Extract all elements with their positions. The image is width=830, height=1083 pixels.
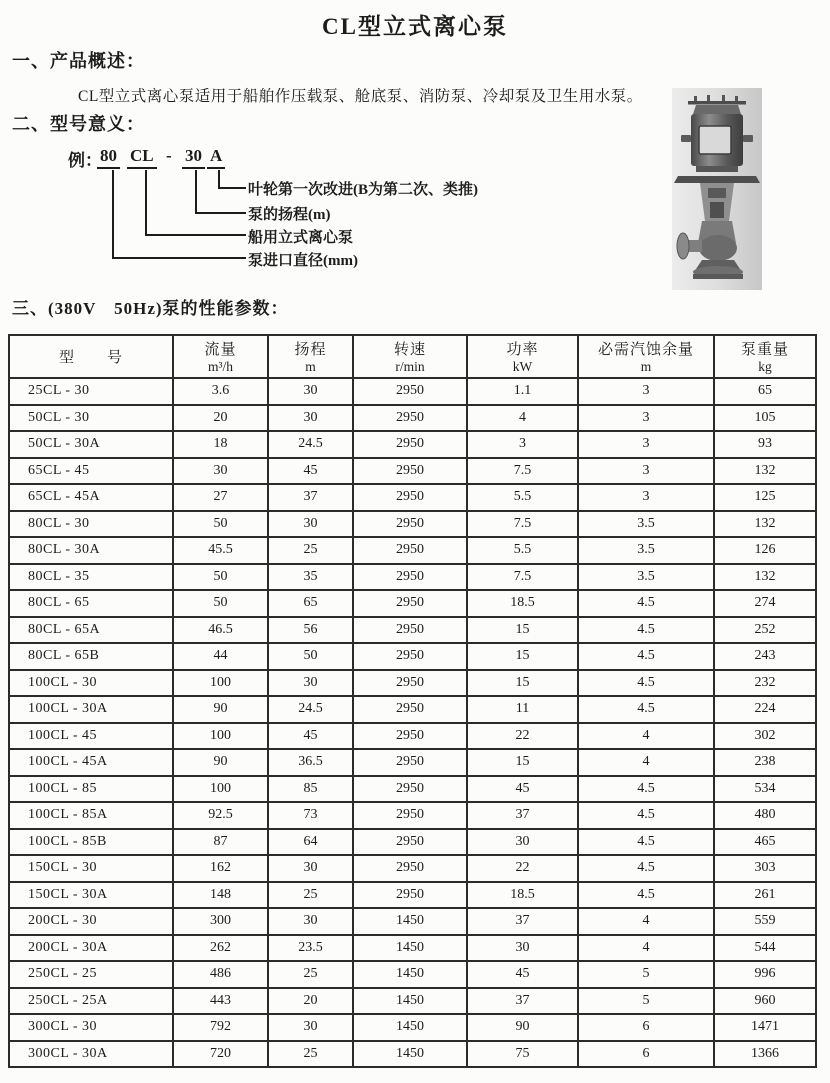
value-cell: 45 (467, 961, 578, 988)
value-cell: 27 (173, 484, 268, 511)
model-cell: 300CL - 30A (9, 1041, 173, 1068)
value-cell: 6 (578, 1014, 714, 1041)
value-cell: 3 (467, 431, 578, 458)
value-cell: 486 (173, 961, 268, 988)
value-cell: 30 (268, 511, 353, 538)
header-label: 必需汽蚀余量 (597, 342, 694, 358)
section-model-heading: 二、型号意义： (12, 114, 145, 134)
table-body (9, 378, 816, 1067)
value-cell: 1.1 (467, 378, 578, 405)
model-cell: 100CL - 85B (9, 829, 173, 856)
model-cell: 80CL - 35 (9, 564, 173, 591)
value-cell: 4 (578, 935, 714, 962)
value-cell: 20 (173, 405, 268, 432)
value-cell: 87 (173, 829, 268, 856)
header-label: 流量 (204, 342, 237, 358)
callout-pump-type: 船用立式离心泵 (248, 230, 354, 246)
value-cell: 534 (714, 776, 816, 803)
model-cell: 150CL - 30 (9, 855, 173, 882)
col-header-npsh (578, 335, 714, 378)
value-cell: 2950 (353, 882, 467, 909)
value-cell: 2950 (353, 776, 467, 803)
value-cell: 85 (268, 776, 353, 803)
value-cell: 100 (173, 670, 268, 697)
value-cell: 30 (467, 935, 578, 962)
value-cell: 2950 (353, 511, 467, 538)
value-cell: 443 (173, 988, 268, 1015)
value-cell: 148 (173, 882, 268, 909)
value-cell: 2950 (353, 458, 467, 485)
value-cell: 480 (714, 802, 816, 829)
value-cell: 3 (578, 431, 714, 458)
section-overview-body: CL型立式离心泵适用于船舶作压载泵、舱底泵、消防泵、冷却泵及卫生用水泵。 (78, 88, 643, 105)
value-cell: 30 (268, 908, 353, 935)
value-cell: 2950 (353, 696, 467, 723)
model-cell: 100CL - 30A (9, 696, 173, 723)
value-cell: 960 (714, 988, 816, 1015)
value-cell: 6 (578, 1041, 714, 1068)
model-cell: 100CL - 85A (9, 802, 173, 829)
model-cell: 300CL - 30 (9, 1014, 173, 1041)
table-row (9, 537, 816, 564)
model-part-inlet: 80 (97, 146, 120, 169)
suction-flange (677, 233, 689, 259)
value-cell: 90 (467, 1014, 578, 1041)
value-cell: 4 (578, 749, 714, 776)
model-cell: 65CL - 45 (9, 458, 173, 485)
value-cell: 18.5 (467, 882, 578, 909)
table-row (9, 431, 816, 458)
col-header-flow (173, 335, 268, 378)
table-row (9, 696, 816, 723)
value-cell: 262 (173, 935, 268, 962)
header-label: 型 号 (58, 350, 123, 366)
value-cell: 252 (714, 617, 816, 644)
value-cell: 15 (467, 670, 578, 697)
value-cell: 3 (578, 405, 714, 432)
value-cell: 132 (714, 458, 816, 485)
header-unit: kW (512, 359, 533, 374)
model-cell: 200CL - 30A (9, 935, 173, 962)
value-cell: 126 (714, 537, 816, 564)
value-cell: 1450 (353, 1041, 467, 1068)
value-cell: 2950 (353, 564, 467, 591)
nameplate (699, 126, 731, 154)
value-cell: 23.5 (268, 935, 353, 962)
col-header-head (268, 335, 353, 378)
value-cell: 300 (173, 908, 268, 935)
value-cell: 4.5 (578, 776, 714, 803)
page-title: CL型立式离心泵 (322, 14, 508, 39)
performance-table (8, 334, 817, 1068)
value-cell: 37 (268, 484, 353, 511)
value-cell: 65 (714, 378, 816, 405)
table-row (9, 564, 816, 591)
value-cell: 22 (467, 723, 578, 750)
value-cell: 50 (268, 643, 353, 670)
value-cell: 1450 (353, 1014, 467, 1041)
table-row (9, 829, 816, 856)
value-cell: 30 (268, 1014, 353, 1041)
table-row (9, 961, 816, 988)
value-cell: 132 (714, 511, 816, 538)
table-row (9, 802, 816, 829)
value-cell: 45 (268, 458, 353, 485)
value-cell: 35 (268, 564, 353, 591)
value-cell: 224 (714, 696, 816, 723)
value-cell: 4.5 (578, 882, 714, 909)
value-cell: 30 (268, 378, 353, 405)
value-cell: 64 (268, 829, 353, 856)
model-cell: 100CL - 85 (9, 776, 173, 803)
value-cell: 2950 (353, 590, 467, 617)
value-cell: 3 (578, 378, 714, 405)
value-cell: 90 (173, 696, 268, 723)
value-cell: 3 (578, 458, 714, 485)
value-cell: 100 (173, 723, 268, 750)
value-cell: 15 (467, 617, 578, 644)
value-cell: 7.5 (467, 511, 578, 538)
value-cell: 3.6 (173, 378, 268, 405)
value-cell: 22 (467, 855, 578, 882)
header-unit: m (305, 359, 316, 374)
value-cell: 50 (173, 590, 268, 617)
model-cell: 65CL - 45A (9, 484, 173, 511)
value-cell: 24.5 (268, 431, 353, 458)
table-row (9, 378, 816, 405)
value-cell: 1450 (353, 988, 467, 1015)
model-cell: 100CL - 45 (9, 723, 173, 750)
value-cell: 5 (578, 988, 714, 1015)
model-part-head: 30 (182, 146, 205, 169)
value-cell: 45 (467, 776, 578, 803)
value-cell: 4.5 (578, 829, 714, 856)
value-cell: 15 (467, 643, 578, 670)
col-header-weight (714, 335, 816, 378)
table-row (9, 617, 816, 644)
value-cell: 303 (714, 855, 816, 882)
value-cell: 4 (467, 405, 578, 432)
value-cell: 105 (714, 405, 816, 432)
value-cell: 4 (578, 908, 714, 935)
value-cell: 125 (714, 484, 816, 511)
value-cell: 559 (714, 908, 816, 935)
model-cell: 200CL - 30 (9, 908, 173, 935)
value-cell: 4.5 (578, 643, 714, 670)
base-flange (693, 274, 743, 279)
table-row (9, 935, 816, 962)
value-cell: 3.5 (578, 511, 714, 538)
value-cell: 100 (173, 776, 268, 803)
value-cell: 4.5 (578, 855, 714, 882)
value-cell: 261 (714, 882, 816, 909)
value-cell: 1450 (353, 935, 467, 962)
model-cell: 250CL - 25 (9, 961, 173, 988)
value-cell: 73 (268, 802, 353, 829)
table-row (9, 749, 816, 776)
table-row (9, 484, 816, 511)
value-cell: 2950 (353, 617, 467, 644)
value-cell: 1471 (714, 1014, 816, 1041)
value-cell: 50 (173, 564, 268, 591)
section-overview-heading: 一、产品概述： (12, 51, 145, 71)
pump-photo (672, 88, 762, 290)
value-cell: 2950 (353, 749, 467, 776)
value-cell: 7.5 (467, 458, 578, 485)
value-cell: 2950 (353, 723, 467, 750)
value-cell: 30 (268, 405, 353, 432)
value-cell: 25 (268, 1041, 353, 1068)
header-unit: m³/h (207, 359, 234, 374)
section-performance-heading: 三、(380V 50Hz)泵的性能参数： (12, 299, 289, 318)
value-cell: 996 (714, 961, 816, 988)
callout-impeller-revision: 叶轮第一次改进(B为第二次、类推) (248, 182, 478, 198)
value-cell: 2950 (353, 431, 467, 458)
model-cell: 250CL - 25A (9, 988, 173, 1015)
model-cell: 50CL - 30A (9, 431, 173, 458)
table-row (9, 855, 816, 882)
value-cell: 4.5 (578, 670, 714, 697)
model-cell: 80CL - 65A (9, 617, 173, 644)
value-cell: 2950 (353, 643, 467, 670)
pump-volute (699, 235, 737, 261)
header-unit: kg (758, 359, 772, 374)
table-row (9, 882, 816, 909)
table-header-row (9, 335, 816, 378)
value-cell: 5 (578, 961, 714, 988)
value-cell: 274 (714, 590, 816, 617)
value-cell: 3.5 (578, 564, 714, 591)
value-cell: 2950 (353, 670, 467, 697)
value-cell: 2950 (353, 537, 467, 564)
value-cell: 18 (173, 431, 268, 458)
header-label: 功率 (506, 342, 539, 358)
model-cell: 80CL - 30 (9, 511, 173, 538)
header-label: 泵重量 (740, 342, 789, 358)
value-cell: 162 (173, 855, 268, 882)
table-row (9, 643, 816, 670)
col-header-model (9, 335, 173, 378)
col-header-speed (353, 335, 467, 378)
value-cell: 36.5 (268, 749, 353, 776)
value-cell: 4 (578, 723, 714, 750)
value-cell: 4.5 (578, 617, 714, 644)
value-cell: 37 (467, 988, 578, 1015)
model-cell: 25CL - 30 (9, 378, 173, 405)
table-row (9, 590, 816, 617)
model-cell: 80CL - 65B (9, 643, 173, 670)
value-cell: 15 (467, 749, 578, 776)
value-cell: 37 (467, 908, 578, 935)
connector-line-inlet (112, 170, 246, 259)
table-row (9, 405, 816, 432)
value-cell: 11 (467, 696, 578, 723)
value-cell: 30 (173, 458, 268, 485)
value-cell: 20 (268, 988, 353, 1015)
model-part-dash: - (166, 146, 172, 165)
value-cell: 45 (268, 723, 353, 750)
table-row (9, 908, 816, 935)
value-cell: 3.5 (578, 537, 714, 564)
header-label: 转速 (393, 342, 426, 358)
model-cell: 80CL - 65 (9, 590, 173, 617)
value-cell: 5.5 (467, 484, 578, 511)
value-cell: 1366 (714, 1041, 816, 1068)
value-cell: 56 (268, 617, 353, 644)
value-cell: 37 (467, 802, 578, 829)
table-row (9, 670, 816, 697)
value-cell: 3 (578, 484, 714, 511)
value-cell: 75 (467, 1041, 578, 1068)
value-cell: 720 (173, 1041, 268, 1068)
value-cell: 50 (173, 511, 268, 538)
value-cell: 45.5 (173, 537, 268, 564)
model-cell: 100CL - 45A (9, 749, 173, 776)
value-cell: 30 (268, 855, 353, 882)
table-row (9, 776, 816, 803)
model-example-prefix: 例： (68, 151, 102, 170)
mounting-flange (674, 176, 760, 183)
value-cell: 25 (268, 537, 353, 564)
value-cell: 2950 (353, 378, 467, 405)
value-cell: 2950 (353, 802, 467, 829)
value-cell: 24.5 (268, 696, 353, 723)
model-part-variant: A (207, 146, 225, 169)
model-cell: 150CL - 30A (9, 882, 173, 909)
table-row (9, 988, 816, 1015)
value-cell: 302 (714, 723, 816, 750)
value-cell: 2950 (353, 484, 467, 511)
value-cell: 1450 (353, 908, 467, 935)
value-cell: 544 (714, 935, 816, 962)
value-cell: 46.5 (173, 617, 268, 644)
callout-pump-head: 泵的扬程(m) (248, 207, 331, 223)
value-cell: 4.5 (578, 696, 714, 723)
header-unit: r/min (395, 359, 425, 374)
value-cell: 93 (714, 431, 816, 458)
value-cell: 132 (714, 564, 816, 591)
value-cell: 30 (268, 670, 353, 697)
value-cell: 5.5 (467, 537, 578, 564)
value-cell: 2950 (353, 829, 467, 856)
table-row (9, 511, 816, 538)
col-header-power (467, 335, 578, 378)
table-row (9, 1014, 816, 1041)
value-cell: 4.5 (578, 590, 714, 617)
header-unit: m (640, 359, 652, 374)
value-cell: 30 (467, 829, 578, 856)
model-cell: 80CL - 30A (9, 537, 173, 564)
model-part-series: CL (127, 146, 157, 169)
value-cell: 465 (714, 829, 816, 856)
value-cell: 18.5 (467, 590, 578, 617)
value-cell: 2950 (353, 405, 467, 432)
model-cell: 100CL - 30 (9, 670, 173, 697)
value-cell: 1450 (353, 961, 467, 988)
value-cell: 238 (714, 749, 816, 776)
value-cell: 90 (173, 749, 268, 776)
header-label: 扬程 (294, 342, 327, 358)
value-cell: 25 (268, 882, 353, 909)
value-cell: 65 (268, 590, 353, 617)
value-cell: 792 (173, 1014, 268, 1041)
value-cell: 2950 (353, 855, 467, 882)
table-row (9, 1041, 816, 1068)
value-cell: 44 (173, 643, 268, 670)
model-cell: 50CL - 30 (9, 405, 173, 432)
value-cell: 7.5 (467, 564, 578, 591)
value-cell: 232 (714, 670, 816, 697)
value-cell: 243 (714, 643, 816, 670)
value-cell: 25 (268, 961, 353, 988)
table-row (9, 458, 816, 485)
table-row (9, 723, 816, 750)
value-cell: 4.5 (578, 802, 714, 829)
value-cell: 92.5 (173, 802, 268, 829)
callout-inlet-diameter: 泵进口直径(mm) (248, 253, 358, 269)
